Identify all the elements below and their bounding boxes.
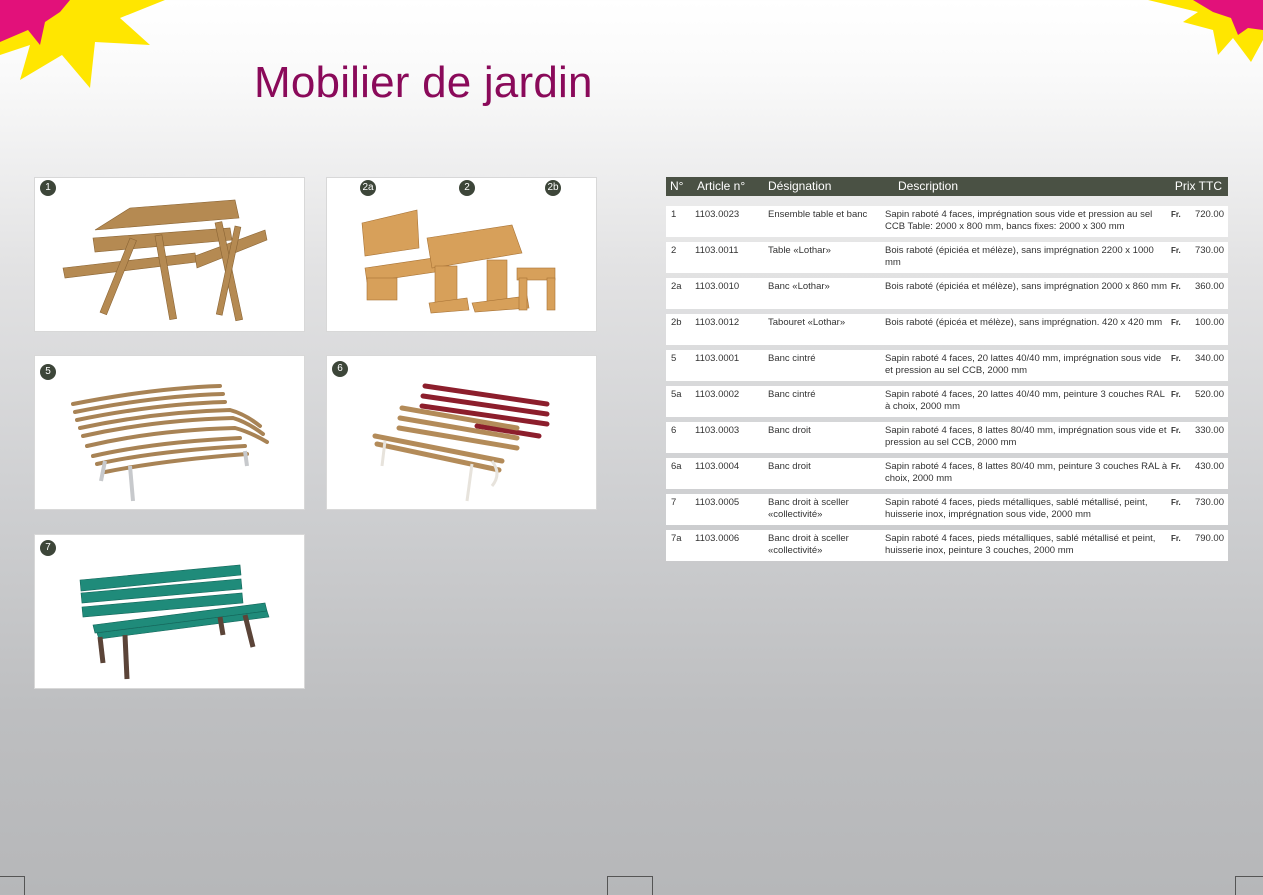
cell-description: Sapin raboté 4 faces, 20 lattes 40/40 mm, peinture 3 couches RAL à choix, 2000 mm: [885, 389, 1165, 412]
item-badge: 2b: [545, 180, 561, 196]
cell-price: 100.00: [1194, 317, 1224, 328]
page-title: Mobilier de jardin: [254, 58, 593, 107]
cell-designation: Banc cintré: [768, 353, 816, 364]
photo-table-bench: [34, 177, 305, 332]
cell-designation: Ensemble table et banc: [768, 209, 868, 220]
cell-currency: Fr.: [1171, 462, 1181, 471]
table-row: [666, 530, 1228, 561]
cell-price: 520.00: [1194, 389, 1224, 400]
cell-article: 1103.0023: [695, 209, 740, 220]
photo-collectivite-bench: [34, 534, 305, 689]
cell-price: 730.00: [1194, 245, 1224, 256]
cell-price: 360.00: [1194, 281, 1224, 292]
header-article: Article n°: [697, 179, 746, 193]
cell-article: 1103.0003: [695, 425, 740, 436]
item-badge: 2a: [360, 180, 376, 196]
cell-no: 2: [671, 245, 677, 256]
cell-price: 790.00: [1194, 533, 1224, 544]
cell-description: Sapin raboté 4 faces, imprégnation sous vide et pression au sel CCB Table: 2000 x 800 mm, bancs fixes: 2000 x 300 mm: [885, 209, 1153, 232]
cell-designation: Banc «Lothar»: [768, 281, 830, 292]
item-badge: 7: [40, 540, 56, 556]
cell-currency: Fr.: [1171, 318, 1181, 327]
cell-designation: Banc droit à sceller «collectivité»: [768, 497, 849, 520]
item-badge: 2: [459, 180, 475, 196]
flower-decoration-right: [1143, 0, 1263, 70]
cell-description: Sapin raboté 4 faces, pieds métalliques, sablé métallisé et peint, huisserie inox, peinture 3 couches, 2000 mm: [885, 533, 1156, 556]
cell-currency: Fr.: [1171, 534, 1181, 543]
table-row: [666, 314, 1228, 345]
item-badge: 6: [332, 361, 348, 377]
cell-no: 2b: [671, 317, 682, 328]
item-badge: 1: [40, 180, 56, 196]
cell-designation: Tabouret «Lothar»: [768, 317, 846, 328]
cell-no: 6a: [671, 461, 682, 472]
cell-article: 1103.0005: [695, 497, 740, 508]
cell-price: 720.00: [1194, 209, 1224, 220]
table-header: [666, 177, 1228, 196]
crop-mark: [1235, 876, 1263, 895]
cell-currency: Fr.: [1171, 246, 1181, 255]
cell-article: 1103.0006: [695, 533, 740, 544]
cell-no: 5a: [671, 389, 682, 400]
cell-description: Bois raboté (épiciéa et mélèze), sans imprégnation 2200 x 1000 mm: [885, 245, 1154, 268]
cell-price: 430.00: [1194, 461, 1224, 472]
cell-designation: Banc droit: [768, 461, 811, 472]
cell-description: Sapin raboté 4 faces, 8 lattes 80/40 mm, peinture 3 couches RAL à choix, 2000 mm: [885, 461, 1168, 484]
cell-article: 1103.0004: [695, 461, 740, 472]
table-row: [666, 494, 1228, 525]
photo-lothar-set: [326, 177, 597, 332]
cell-description: Sapin raboté 4 faces, 8 lattes 80/40 mm, imprégnation sous vide et pression au sel CCB, 2000 mm: [885, 425, 1167, 448]
table-row: [666, 458, 1228, 489]
curved-bench-image: [35, 356, 304, 509]
cell-article: 1103.0001: [695, 353, 740, 364]
cell-designation: Table «Lothar»: [768, 245, 831, 256]
crop-mark: [0, 876, 25, 895]
table-row: [666, 206, 1228, 237]
photo-straight-bench: [326, 355, 597, 510]
cell-price: 730.00: [1194, 497, 1224, 508]
flower-decoration-left: [0, 0, 175, 100]
price-table: [666, 177, 1228, 561]
cell-price: 340.00: [1194, 353, 1224, 364]
header-description: Description: [898, 179, 959, 193]
table-row: [666, 242, 1228, 273]
table-row: [666, 386, 1228, 417]
cell-currency: Fr.: [1171, 426, 1181, 435]
cell-no: 6: [671, 425, 677, 436]
cell-article: 1103.0002: [695, 389, 740, 400]
cell-designation: Banc droit à sceller «collectivité»: [768, 533, 849, 556]
table-bench-image: [35, 178, 304, 331]
cell-description: Sapin raboté 4 faces, 20 lattes 40/40 mm, imprégnation sous vide et pression au sel CCB, 2000 mm: [885, 353, 1162, 376]
collectivite-bench-image: [35, 535, 304, 688]
cell-article: 1103.0012: [695, 317, 740, 328]
header-price: Prix TTC: [1174, 179, 1222, 193]
lothar-set-image: [327, 178, 596, 331]
header-designation: Désignation: [768, 179, 832, 193]
cell-article: 1103.0010: [695, 281, 740, 292]
cell-no: 2a: [671, 281, 682, 292]
cell-designation: Banc cintré: [768, 389, 816, 400]
table-row: [666, 350, 1228, 381]
crop-mark: [607, 876, 653, 895]
cell-no: 7: [671, 497, 677, 508]
cell-description: Bois raboté (épicéa et mélèze), sans imprégnation. 420 x 420 mm: [885, 317, 1163, 328]
header-no: N°: [670, 179, 684, 193]
straight-bench-image: [327, 356, 596, 509]
cell-currency: Fr.: [1171, 210, 1181, 219]
cell-currency: Fr.: [1171, 498, 1181, 507]
item-badge: 5: [40, 364, 56, 380]
cell-price: 330.00: [1194, 425, 1224, 436]
cell-currency: Fr.: [1171, 282, 1181, 291]
cell-designation: Banc droit: [768, 425, 811, 436]
cell-no: 1: [671, 209, 677, 220]
cell-description: Sapin raboté 4 faces, pieds métalliques, sablé métallisé, peint, huisserie inox, imprégnation sous vide, 2000 mm: [885, 497, 1148, 520]
photo-curved-bench: [34, 355, 305, 510]
cell-currency: Fr.: [1171, 354, 1181, 363]
cell-description: Bois raboté (épiciéa et mélèze), sans imprégnation 2000 x 860 mm: [885, 281, 1167, 292]
cell-no: 7a: [671, 533, 682, 544]
table-row: [666, 278, 1228, 309]
cell-no: 5: [671, 353, 677, 364]
cell-article: 1103.0011: [695, 245, 739, 256]
table-row: [666, 422, 1228, 453]
cell-currency: Fr.: [1171, 390, 1181, 399]
